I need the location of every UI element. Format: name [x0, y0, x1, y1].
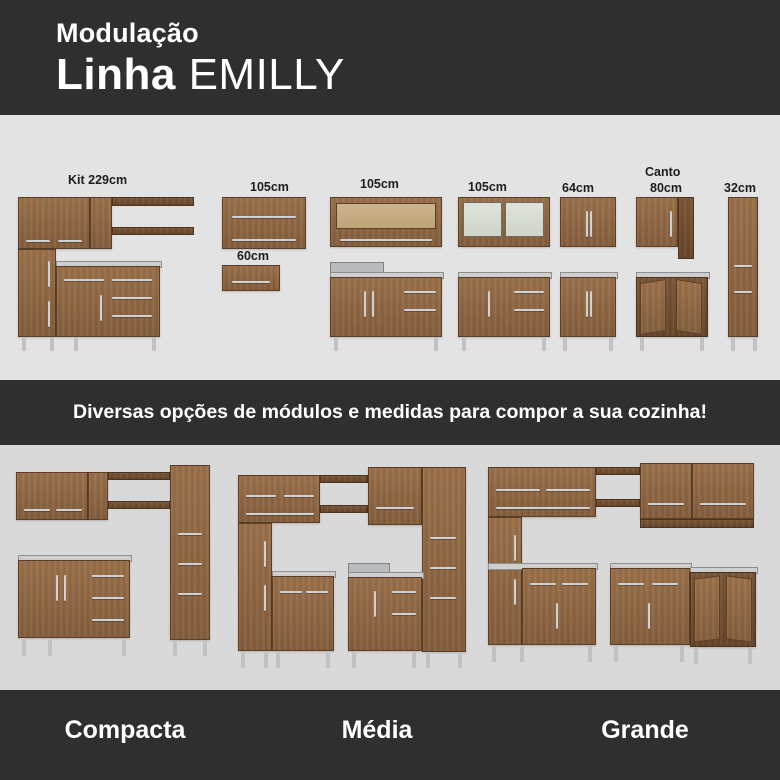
cantobase-leg-1 [640, 337, 644, 351]
grande-leg-4 [614, 645, 618, 662]
kit229-handle-9 [100, 295, 102, 321]
base105-handle-4 [404, 309, 436, 311]
label-canto-80-line2: 80cm [650, 181, 682, 195]
grande-leg-7 [748, 647, 752, 664]
compacta-handle-3 [178, 533, 202, 535]
label-modulo-64: 64cm [562, 181, 594, 195]
kit229-handle-3 [48, 261, 50, 287]
grande-handle-9 [562, 583, 588, 585]
kit229-handle-5 [64, 279, 104, 281]
compacta-handle-4 [178, 563, 202, 565]
base105c-handle-3 [514, 309, 544, 311]
grande-base-2 [610, 568, 690, 645]
grande-handle-11 [618, 583, 644, 585]
sup105c-glass-left [463, 202, 502, 237]
media-handle-3 [246, 513, 314, 515]
base64-leg-2 [609, 337, 613, 351]
media-handle-10 [280, 591, 302, 593]
media-upper-left [238, 475, 320, 523]
base64-leg-1 [563, 337, 567, 351]
mod32-leg-1 [731, 337, 735, 351]
grande-handle-2 [546, 489, 590, 491]
mod32-handle-1 [734, 265, 752, 267]
compacta-handle-9 [92, 597, 124, 599]
media-shelf-bottom [320, 505, 368, 513]
media-base-1 [272, 576, 334, 651]
grande-band-shelf [640, 519, 754, 528]
compacta-upper-mid [88, 472, 108, 520]
grande-leg-6 [694, 647, 698, 664]
compacta-shelf-bottom [108, 501, 170, 509]
base105-leg-2 [434, 337, 438, 351]
base105-body [330, 277, 442, 337]
mod32-handle-2 [734, 291, 752, 293]
base105-handle-1 [364, 291, 366, 317]
inf60-handle [232, 281, 270, 283]
media-leg-3 [241, 651, 245, 668]
grande-upper-corner [640, 463, 692, 519]
label-canto-80-line1: Canto [645, 165, 681, 179]
footer-label-media: Média [341, 716, 413, 744]
grande-handle-5 [700, 503, 746, 505]
canto80-upper-handle [670, 211, 672, 237]
compacta-handle-7 [64, 575, 66, 601]
grande-shelf-top [596, 467, 640, 475]
grande-leg-1 [492, 645, 496, 662]
media-handle-13 [392, 591, 416, 593]
grande-leg-3 [588, 645, 592, 662]
compacta-tall-column [170, 465, 210, 640]
media-handle-8 [264, 541, 266, 567]
base105-handle-3 [404, 291, 436, 293]
base105c-leg-1 [462, 337, 466, 351]
compacta-shelf-top [108, 472, 170, 480]
media-leg-2 [458, 652, 462, 668]
sup105a-handle-2 [232, 239, 296, 241]
grande-leg-5 [680, 645, 684, 662]
kitchen-options-showcase [0, 445, 780, 690]
media-leg-1 [426, 652, 430, 668]
promo-banner-text: Diversas opções de módulos e medidas para compor a sua cozinha! [73, 401, 707, 423]
grande-handle-7 [514, 579, 516, 605]
grande-column-left [488, 517, 522, 645]
sup105a-body [222, 197, 306, 249]
grande-corner-door-left [694, 575, 720, 642]
kit229-leg-3 [74, 337, 78, 351]
page-title-thin: EMILLY [188, 50, 345, 99]
kit229-tall-left [18, 249, 56, 337]
compacta-leg-5 [122, 638, 126, 656]
mod64-upper-handle-2 [590, 211, 592, 237]
grande-upper-left [488, 467, 596, 517]
media-handle-6 [430, 567, 456, 569]
header [0, 0, 780, 115]
grande-handle-10 [556, 603, 558, 629]
grande-handle-8 [530, 583, 556, 585]
base105-handle-2 [372, 291, 374, 317]
grande-corner-door-right [726, 575, 752, 642]
media-leg-6 [326, 651, 330, 668]
kit229-upper-mid [90, 197, 112, 249]
sup105b-handle [340, 239, 432, 241]
compacta-handle-10 [92, 619, 124, 621]
grande-handle-3 [496, 507, 590, 509]
footer-label-grande: Grande [601, 716, 689, 744]
media-handle-12 [374, 591, 376, 617]
media-leg-5 [276, 651, 280, 668]
base64-body [560, 277, 616, 337]
media-leg-8 [412, 651, 416, 668]
base105c-handle-2 [514, 291, 544, 293]
media-handle-5 [430, 537, 456, 539]
base105c-handle-1 [488, 291, 490, 317]
grande-handle-12 [652, 583, 678, 585]
kit229-handle-2 [58, 240, 82, 242]
media-handle-2 [284, 495, 314, 497]
footer-label-compacta: Compacta [64, 716, 186, 744]
compacta-handle-2 [56, 509, 82, 511]
compacta-handle-8 [92, 575, 124, 577]
grande-handle-1 [496, 489, 540, 491]
mod64-upper-handle-1 [586, 211, 588, 237]
inf60-body [222, 265, 280, 291]
media-leg-4 [264, 651, 268, 668]
grande-handle-13 [648, 603, 650, 629]
label-superior-105-c: 105cm [468, 180, 507, 194]
label-kit-229: Kit 229cm [68, 173, 128, 187]
label-superior-105-b: 105cm [360, 177, 399, 191]
grande-handle-4 [648, 503, 684, 505]
base64-handle-1 [586, 291, 588, 317]
grande-leg-2 [520, 645, 524, 662]
cantobase-door-right [676, 279, 702, 335]
modules-showcase [0, 115, 780, 380]
mod32-body [728, 197, 758, 337]
media-handle-11 [306, 591, 328, 593]
media-handle-9 [264, 585, 266, 611]
media-upper-right [368, 467, 422, 525]
compacta-leg-2 [203, 640, 207, 656]
label-superior-105-a: 105cm [250, 180, 289, 194]
promo-banner [0, 380, 780, 445]
media-column-left [238, 523, 272, 651]
mod64-upper-body [560, 197, 616, 247]
sup105c-glass-right [505, 202, 544, 237]
compacta-leg-3 [22, 638, 26, 656]
label-inferior-60: 60cm [237, 249, 269, 263]
base105-leg-1 [334, 337, 338, 351]
base105c-leg-2 [542, 337, 546, 351]
grande-base-1 [522, 568, 596, 645]
kit229-shelf-top [112, 197, 194, 206]
media-shelf-top [320, 475, 368, 483]
compacta-handle-5 [178, 593, 202, 595]
page-title [56, 50, 345, 100]
kit229-leg-4 [152, 337, 156, 351]
media-tall-column [422, 467, 466, 652]
cantobase-door-left [640, 279, 666, 335]
kit229-handle-4 [48, 301, 50, 327]
grande-handle-6 [514, 535, 516, 561]
mod32-leg-2 [753, 337, 757, 351]
compacta-leg-4 [48, 638, 52, 656]
sup105a-handle-1 [232, 216, 296, 218]
footer [0, 690, 780, 780]
kit229-handle-1 [26, 240, 50, 242]
canto80-upper-side [678, 197, 694, 259]
page-title-bold: Linha [56, 50, 176, 99]
compacta-leg-1 [173, 640, 177, 656]
kit229-shelf-bottom [112, 227, 194, 235]
media-handle-7 [430, 597, 456, 599]
compacta-handle-1 [24, 509, 50, 511]
base105c-body [458, 277, 550, 337]
grande-shelf-bottom [596, 499, 640, 507]
kit229-base [56, 266, 160, 337]
kit229-handle-8 [112, 315, 152, 317]
label-modulo-32: 32cm [724, 181, 756, 195]
grande-upper-right [692, 463, 754, 519]
compacta-base [18, 560, 130, 638]
media-handle-4 [376, 507, 414, 509]
kit229-leg-1 [22, 337, 26, 351]
kit229-handle-7 [112, 297, 152, 299]
media-leg-7 [352, 651, 356, 668]
compacta-handle-6 [56, 575, 58, 601]
media-handle-14 [392, 613, 416, 615]
cantobase-leg-2 [700, 337, 704, 351]
kit229-handle-6 [112, 279, 152, 281]
compacta-upper-left [16, 472, 88, 520]
sup105b-open-shelf [336, 203, 436, 229]
kit229-leg-2 [50, 337, 54, 351]
page-subtitle: Modulação [56, 18, 199, 48]
base64-handle-2 [590, 291, 592, 317]
media-handle-1 [246, 495, 276, 497]
